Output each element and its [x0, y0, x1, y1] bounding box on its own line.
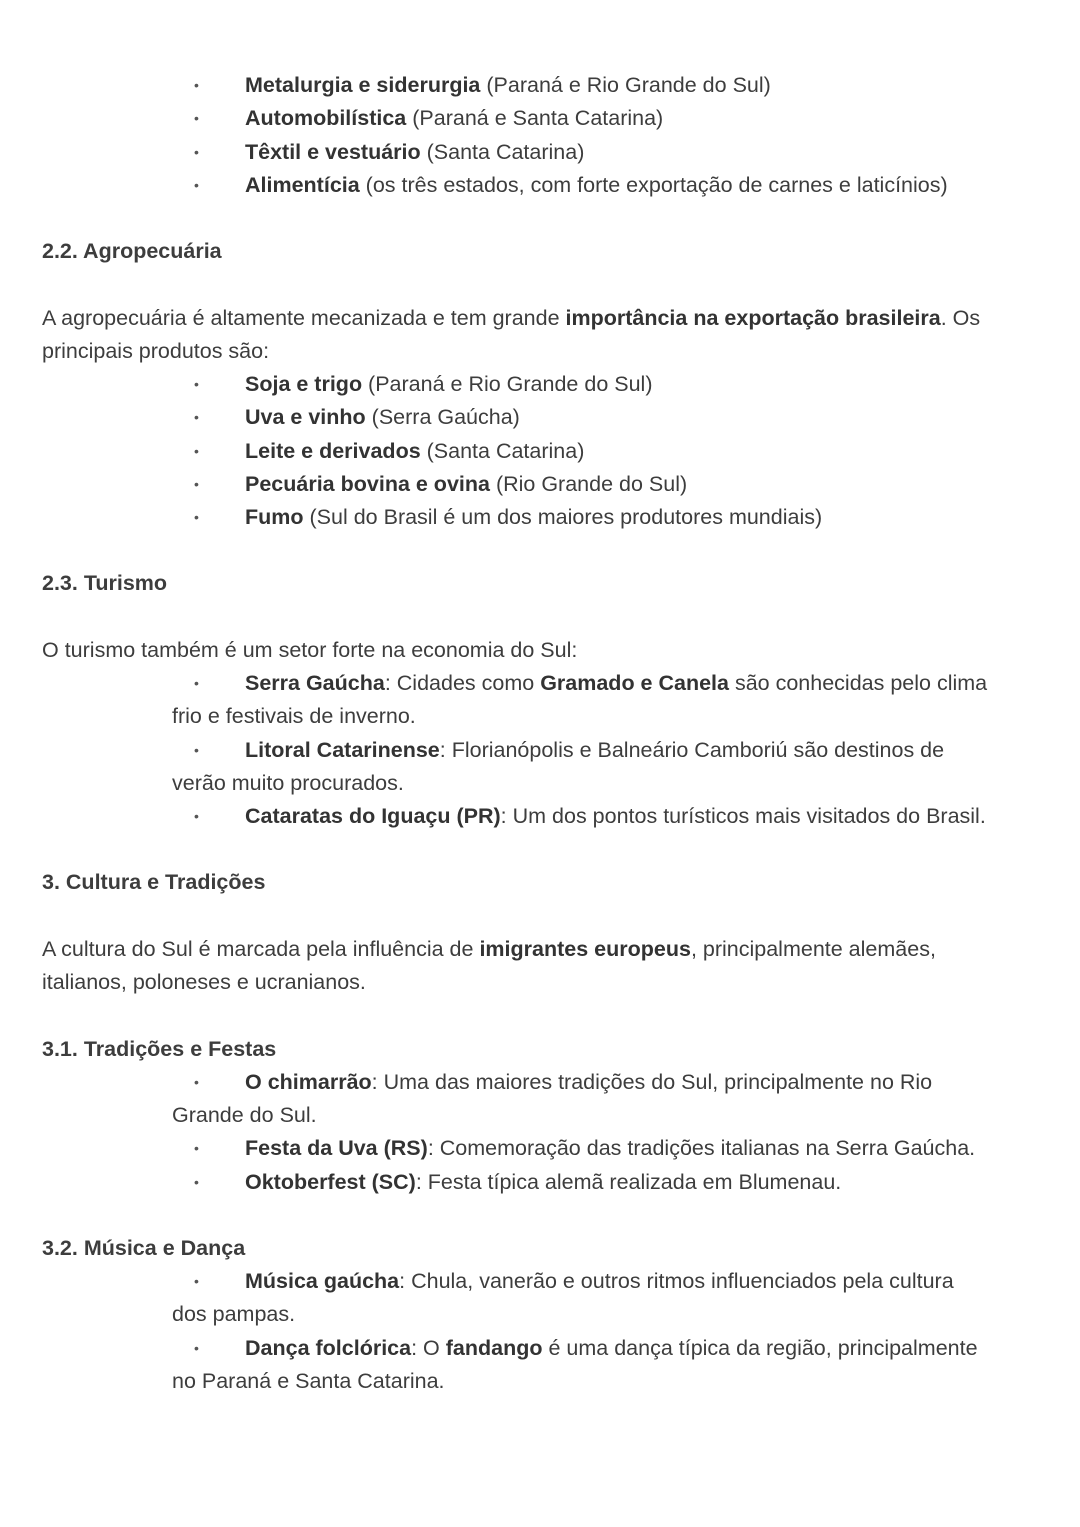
list-item-continuation: no Paraná e Santa Catarina. — [172, 1369, 445, 1393]
bullet-icon: • — [194, 1340, 199, 1356]
list-item: • Têxtil e vestuário (Santa Catarina) — [0, 136, 1080, 169]
list-item: • Pecuária bovina e ovina (Rio Grande do Sul) — [0, 468, 1080, 501]
section-heading-agropecuaria: 2.2. Agropecuária — [42, 239, 222, 263]
list-item: • Dança folclórica: O fandango é uma dança típica da região, principalmente — [0, 1332, 1080, 1365]
list-item-continuation: dos pampas. — [172, 1302, 296, 1326]
section-heading-musica: 3.2. Música e Dança — [42, 1236, 246, 1260]
bullet-icon: • — [194, 742, 199, 758]
section-heading-cultura: 3. Cultura e Tradições — [42, 870, 266, 894]
list-item: • Alimentícia (os três estados, com forte exportação de carnes e laticínios) — [0, 169, 1080, 202]
paragraph: principais produtos são: — [42, 339, 270, 363]
bullet-icon: • — [194, 409, 199, 425]
paragraph: A agropecuária é altamente mecanizada e tem grande importância na exportação brasileira. Os — [42, 306, 981, 330]
paragraph: A cultura do Sul é marcada pela influência de imigrantes europeus, principalmente alemães, — [42, 937, 936, 961]
paragraph: italianos, poloneses e ucranianos. — [42, 970, 366, 994]
bullet-icon: • — [194, 77, 199, 93]
list-item: • Oktoberfest (SC): Festa típica alemã realizada em Blumenau. — [0, 1166, 1080, 1199]
bullet-icon: • — [194, 110, 199, 126]
list-item-continuation: Grande do Sul. — [172, 1103, 317, 1127]
list-item: • Cataratas do Iguaçu (PR): Um dos pontos turísticos mais visitados do Brasil. — [0, 800, 1080, 833]
bullet-icon: • — [194, 376, 199, 392]
bullet-icon: • — [194, 808, 199, 824]
list-item-continuation: frio e festivais de inverno. — [172, 704, 416, 728]
list-item: • Leite e derivados (Santa Catarina) — [0, 435, 1080, 468]
list-item: • Uva e vinho (Serra Gaúcha) — [0, 401, 1080, 434]
list-item: • Soja e trigo (Paraná e Rio Grande do Sul) — [0, 368, 1080, 401]
list-item: • Metalurgia e siderurgia (Paraná e Rio Grande do Sul) — [0, 69, 1080, 102]
bullet-icon: • — [194, 1273, 199, 1289]
list-item-continuation: verão muito procurados. — [172, 771, 404, 795]
section-heading-festas: 3.1. Tradições e Festas — [42, 1037, 277, 1061]
bullet-icon: • — [194, 509, 199, 525]
paragraph: O turismo também é um setor forte na economia do Sul: — [42, 638, 578, 662]
list-item: • Litoral Catarinense: Florianópolis e Balneário Camboriú são destinos de — [0, 734, 1080, 767]
list-item: • Serra Gaúcha: Cidades como Gramado e Canela são conhecidas pelo clima — [0, 667, 1080, 700]
list-item: • O chimarrão: Uma das maiores tradições do Sul, principalmente no Rio — [0, 1066, 1080, 1099]
bullet-icon: • — [194, 443, 199, 459]
bullet-icon: • — [194, 476, 199, 492]
bullet-icon: • — [194, 144, 199, 160]
bullet-icon: • — [194, 675, 199, 691]
bullet-icon: • — [194, 177, 199, 193]
bullet-icon: • — [194, 1074, 199, 1090]
list-item: • Música gaúcha: Chula, vanerão e outros ritmos influenciados pela cultura — [0, 1265, 1080, 1298]
list-item: • Fumo (Sul do Brasil é um dos maiores produtores mundiais) — [0, 501, 1080, 534]
bullet-icon: • — [194, 1174, 199, 1190]
bullet-icon: • — [194, 1140, 199, 1156]
section-heading-turismo: 2.3. Turismo — [42, 571, 168, 595]
list-item: • Festa da Uva (RS): Comemoração das tradições italianas na Serra Gaúcha. — [0, 1132, 1080, 1165]
list-item: • Automobilística (Paraná e Santa Catarina) — [0, 102, 1080, 135]
